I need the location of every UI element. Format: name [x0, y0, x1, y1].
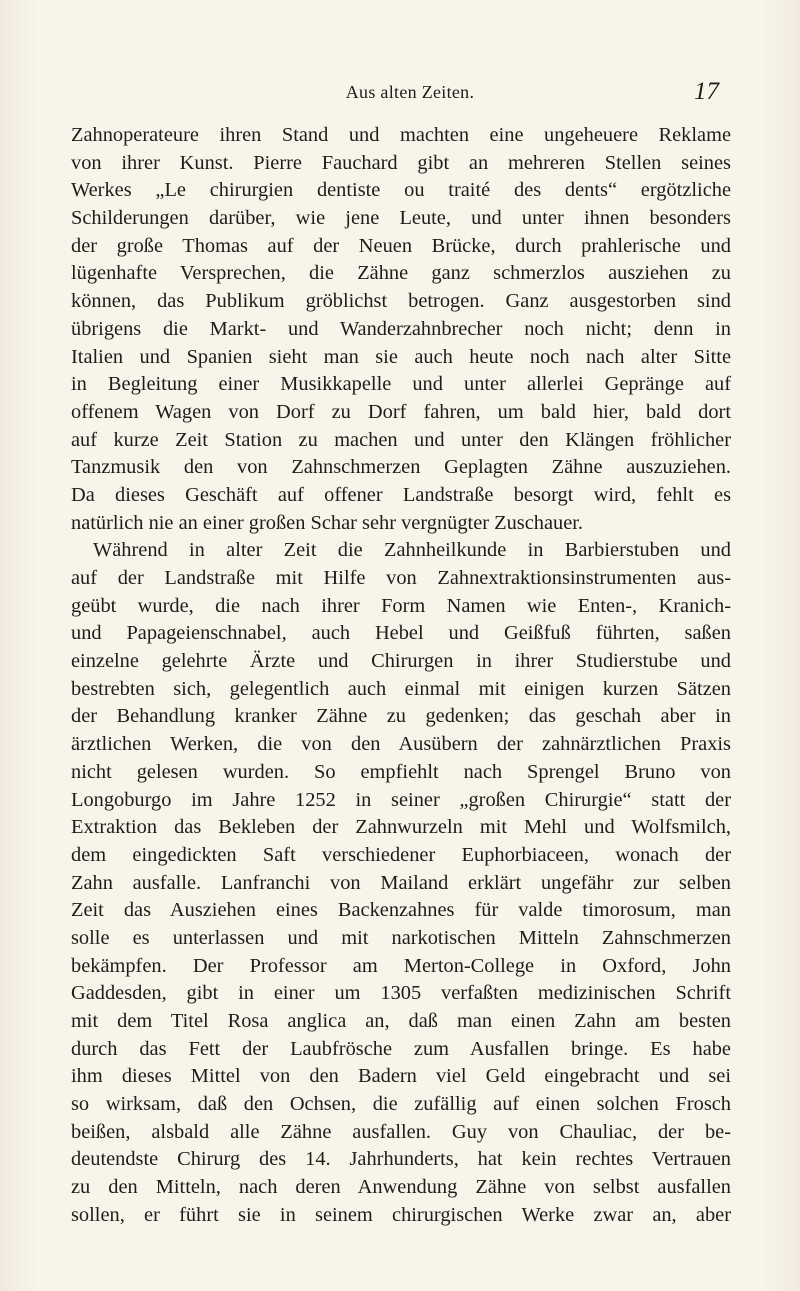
text-line: Werkes „Le chirurgien dentiste ou traité des dents“ ergötzliche: [71, 179, 731, 202]
text-line: auf der Landstraße mit Hilfe von Zahnextraktionsinstrumenten aus-: [71, 567, 731, 589]
text-line: deutendste Chirurg des 14. Jahrhunderts, hat kein rechtes Vertrauen: [71, 1148, 731, 1171]
text-line: einzelne gelehrte Ärzte und Chirurgen in ihrer Studierstube und: [71, 650, 731, 673]
text-line: solle es unterlassen und mit narkotischen Mitteln Zahnschmerzen: [71, 926, 731, 949]
text-line: der große Thomas auf der Neuen Brücke, durch prahlerische und: [71, 234, 731, 257]
text-line: in Begleitung einer Musikkapelle und unter allerlei Gepränge auf: [71, 373, 731, 396]
text-line: mit dem Titel Rosa anglica an, daß man einen Zahn am besten: [71, 1010, 731, 1032]
text-line: natürlich nie an einer großen Schar sehr vergnügter Zuschauer.: [71, 511, 584, 534]
text-line: nicht gelesen wurden. So empfiehlt nach Sprengel Bruno von: [71, 760, 731, 783]
text-line: Tanzmusik den von Zahnschmerzen Geplagten Zähne auszuziehen.: [71, 456, 731, 479]
text-line: der Behandlung kranker Zähne zu gedenken; das geschah aber in: [71, 705, 731, 728]
paragraph: [71, 537, 731, 1229]
text-line: Italien und Spanien sieht man sie auch heute noch nach alter Sitte: [71, 345, 731, 368]
text-line: offenem Wagen von Dorf zu Dorf fahren, um bald hier, bald dort: [71, 400, 731, 423]
text-line: dem eingedickten Saft verschiedener Euphorbiaceen, wonach der: [71, 843, 731, 866]
text-line: von ihrer Kunst. Pierre Fauchard gibt an mehreren Stellen seines: [71, 151, 731, 174]
page-number: 17: [694, 78, 719, 105]
running-title: Aus alten Zeiten.: [345, 82, 475, 102]
text-line: und Papageienschnabel, auch Hebel und Geißfuß führten, saßen: [71, 622, 731, 645]
text-line: bekämpfen. Der Professor am Merton-College in Oxford, John: [71, 954, 731, 977]
text-line: Da dieses Geschäft auf offener Landstraße besorgt wird, fehlt es: [71, 483, 731, 506]
text-line: Zahnoperateure ihren Stand und machten eine ungeheuere Reklame: [71, 124, 731, 146]
text-line: Zahn ausfalle. Lanfranchi von Mailand erklärt ungefähr zur selben: [71, 871, 731, 894]
body-text: [71, 122, 731, 1230]
text-line: können, das Publikum gröblichst betrogen. Ganz ausgestorben sind: [71, 290, 731, 313]
text-line: übrigens die Markt- und Wanderzahnbrecher noch nicht; denn in: [71, 317, 731, 340]
text-line: beißen, alsbald alle Zähne ausfallen. Guy von Chauliac, der be-: [71, 1120, 731, 1143]
text-line: Während in alter Zeit die Zahnheilkunde in Barbierstuben und: [93, 539, 731, 562]
text-line: durch das Fett der Laubfrösche zum Ausfallen bringe. Es habe: [71, 1037, 731, 1060]
text-line: Schilderungen darüber, wie jene Leute, und unter ihnen besonders: [71, 207, 731, 230]
text-line: auf kurze Zeit Station zu machen und unter den Klängen fröhlicher: [71, 428, 731, 451]
text-line: so wirksam, daß den Ochsen, die zufällig auf einen solchen Frosch: [71, 1093, 731, 1116]
paragraph: [71, 122, 731, 537]
text-line: Zeit das Ausziehen eines Backenzahnes für valde timorosum, man: [71, 899, 731, 922]
running-head: [0, 78, 800, 108]
text-line: bestrebten sich, gelegentlich auch einmal mit einigen kurzen Sätzen: [71, 677, 731, 700]
text-line: sollen, er führt sie in seinem chirurgischen Werke zwar an, aber: [71, 1203, 731, 1226]
text-line: geübt wurde, die nach ihrer Form Namen wie Enten-, Kranich-: [71, 594, 731, 617]
text-line: Gaddesden, gibt in einer um 1305 verfaßten medizinischen Schrift: [71, 982, 731, 1005]
text-line: ihm dieses Mittel von den Badern viel Geld eingebracht und sei: [71, 1065, 731, 1088]
text-line: lügenhafte Versprechen, die Zähne ganz schmerzlos ausziehen zu: [71, 262, 731, 285]
text-line: Longoburgo im Jahre 1252 in seiner „großen Chirurgie“ statt der: [71, 788, 731, 811]
text-line: Extraktion das Bekleben der Zahnwurzeln mit Mehl und Wolfsmilch,: [71, 816, 731, 839]
text-line: zu den Mitteln, nach deren Anwendung Zähne von selbst ausfallen: [71, 1176, 731, 1199]
text-line: ärztlichen Werken, die von den Ausübern der zahnärztlichen Praxis: [71, 733, 731, 756]
